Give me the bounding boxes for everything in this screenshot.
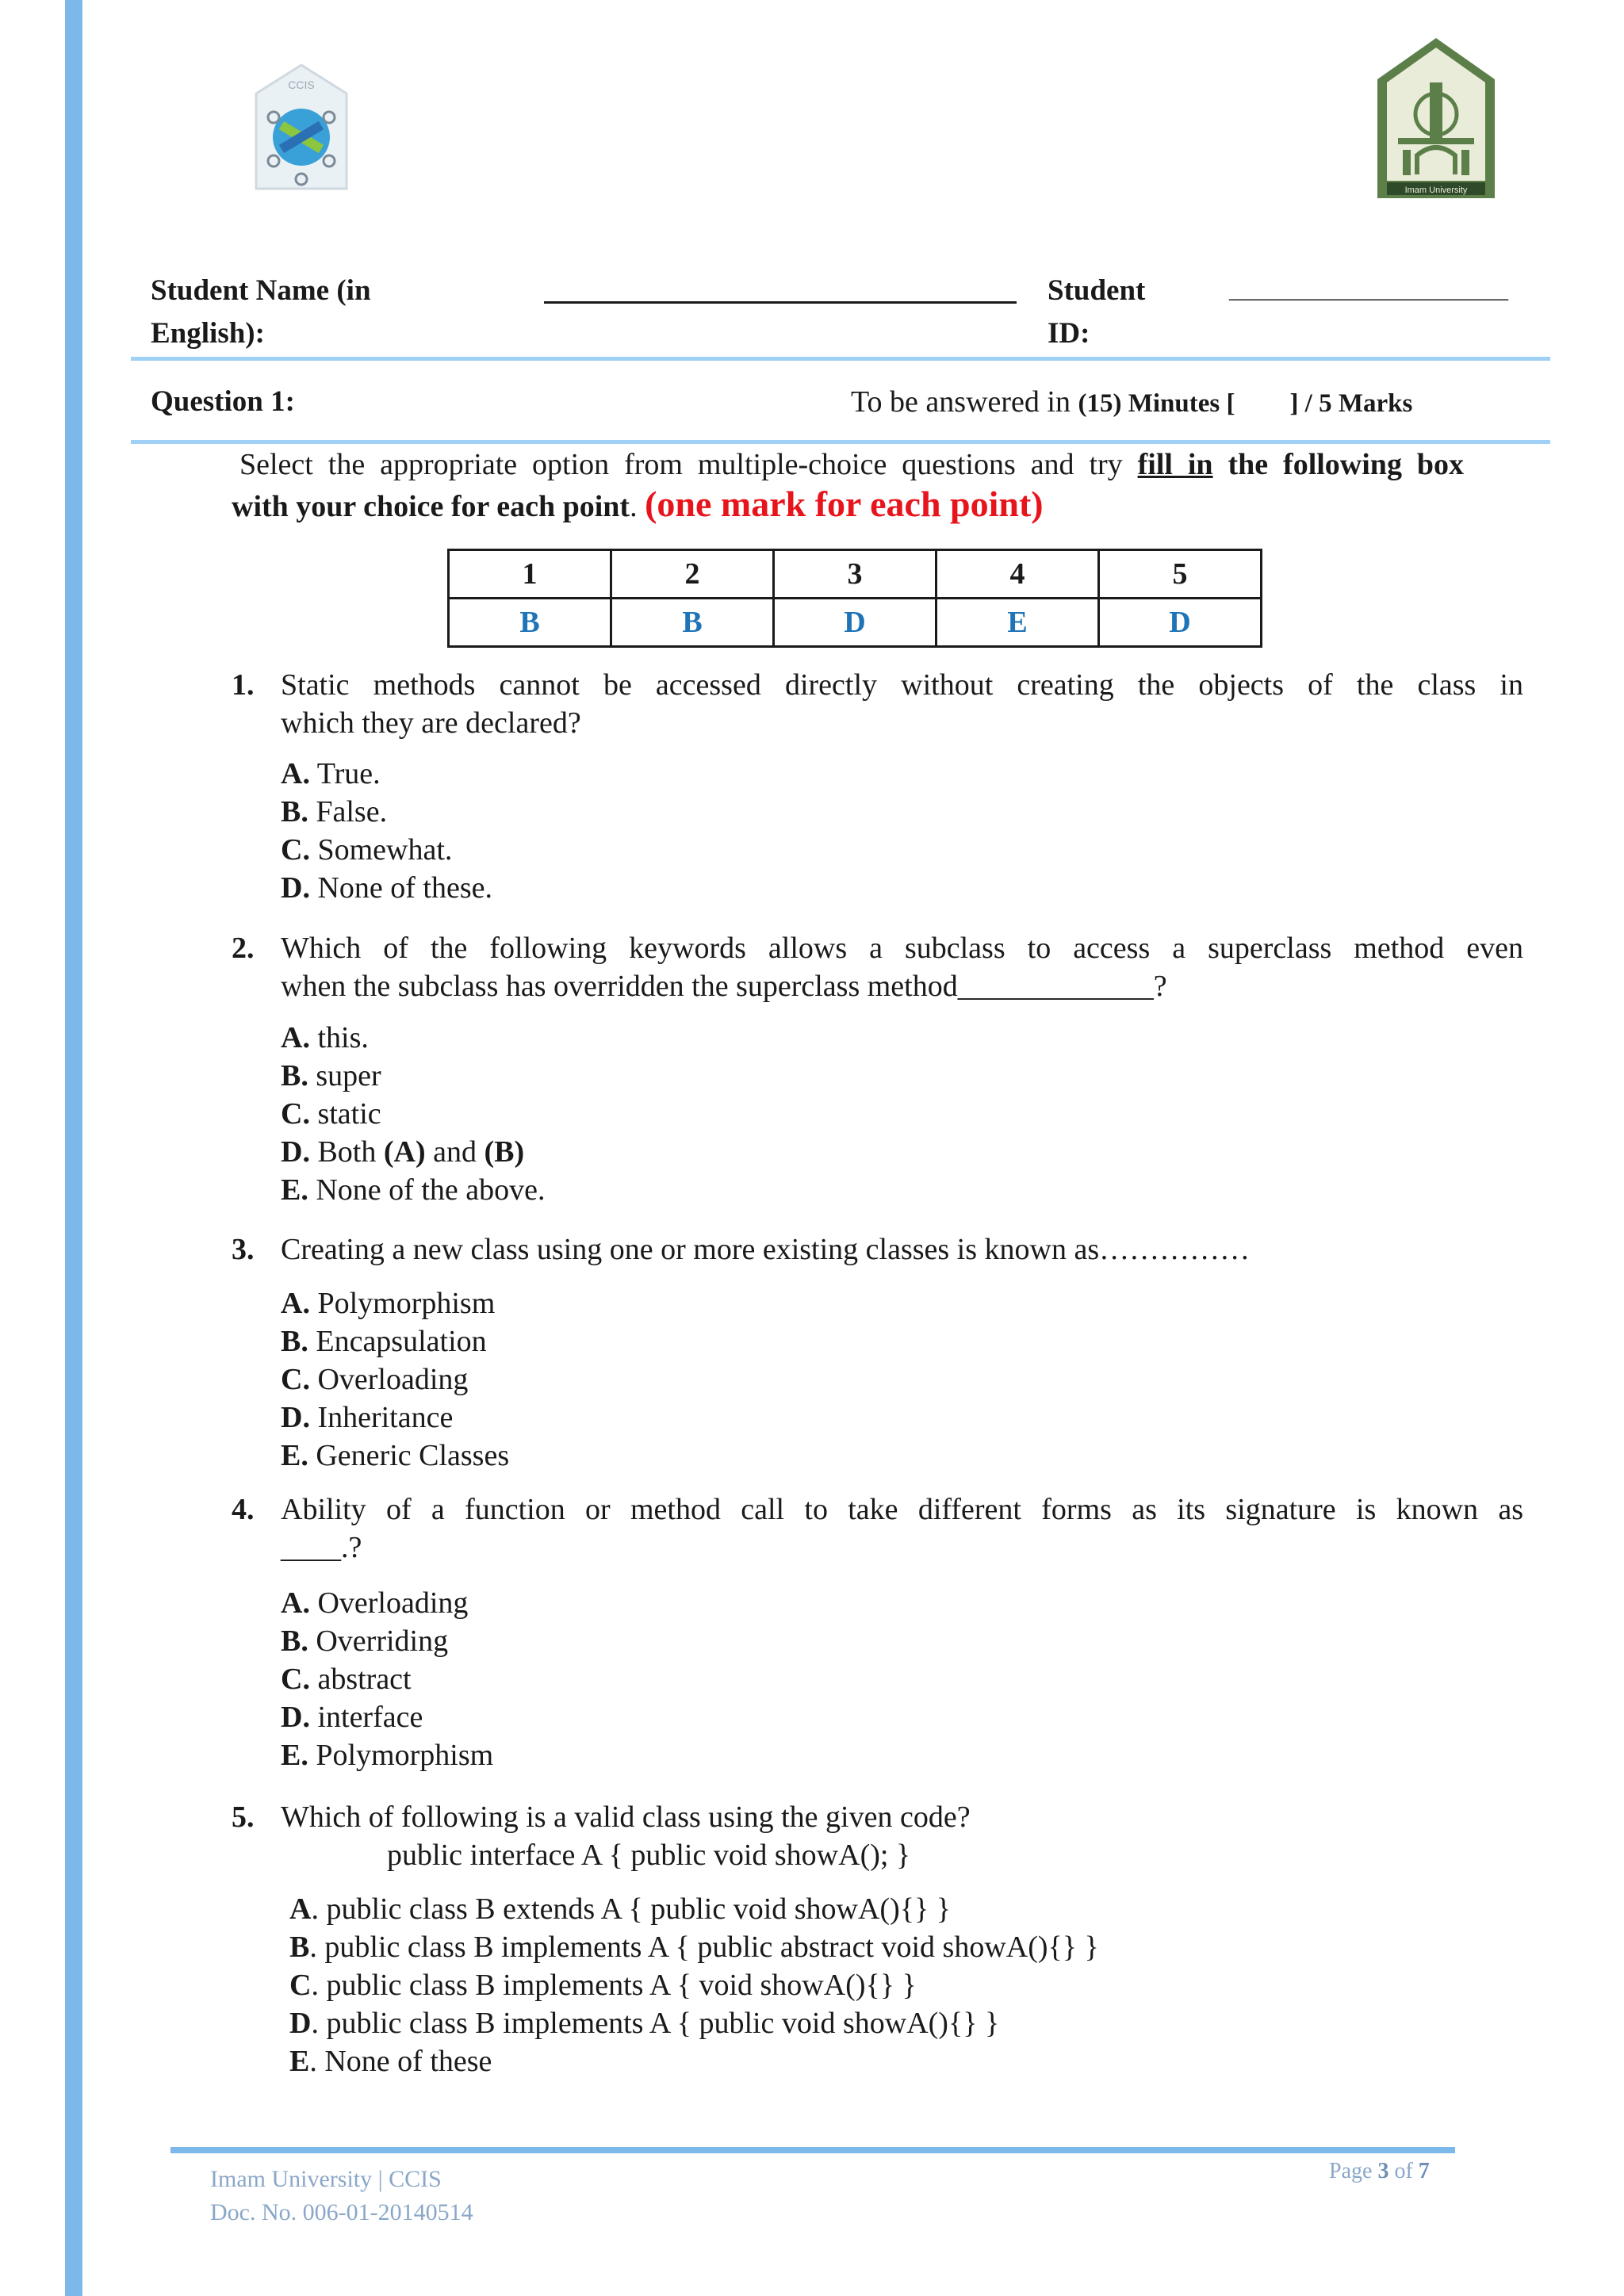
question-label: Question 1:	[151, 385, 295, 418]
question-2-line2: when the subclass has overridden the superclass method_____________?	[281, 970, 1167, 1003]
ccis-logo	[250, 62, 353, 193]
instructions-line2-dot: .	[630, 490, 638, 523]
q2-option-c-text: static	[317, 1097, 381, 1131]
q1-option-d-text: None of these.	[317, 871, 492, 905]
q2-option-c-letter: C.	[281, 1097, 310, 1131]
q5-option-d-letter: D	[289, 2007, 312, 2040]
question-4-stem	[232, 1490, 1624, 1529]
q2-option-b-text: super	[316, 1059, 381, 1093]
answer-header-1: 1	[449, 550, 611, 599]
answer-header-2: 2	[611, 550, 774, 599]
marks-total: ] / 5 Marks	[1289, 389, 1413, 418]
page-current: 3	[1377, 2159, 1389, 2183]
page-prefix: Page	[1329, 2159, 1373, 2183]
q3-option-c-text: Overloading	[317, 1363, 469, 1396]
answer-header-5: 5	[1099, 550, 1262, 599]
question-4-line2: ____.?	[281, 1531, 362, 1564]
q5-option-c[interactable]	[289, 1966, 1099, 2004]
instructions-line2-start: with your choice for each point	[232, 490, 630, 523]
q5-option-b-letter: B	[289, 1931, 310, 1964]
instructions-line2	[232, 485, 1044, 526]
answer-table-answer-row	[449, 599, 1262, 647]
q5-option-a[interactable]	[289, 1890, 1099, 1928]
question-4-options	[281, 1584, 493, 1774]
q4-option-c-letter: C.	[281, 1663, 310, 1696]
q4-option-c-text: abstract	[317, 1663, 412, 1696]
q4-option-e[interactable]	[281, 1736, 493, 1774]
question-3-options	[281, 1284, 509, 1475]
footer-doc-number: Doc. No. 006-01-20140514	[210, 2199, 473, 2225]
q5-option-e[interactable]	[289, 2042, 1099, 2080]
student-id-label-line1: Student	[1048, 274, 1146, 307]
q3-option-e-text: Generic Classes	[316, 1439, 510, 1472]
header-rule-1	[131, 357, 1550, 361]
q2-option-d-text: Both	[317, 1135, 377, 1169]
student-name-blank[interactable]	[544, 301, 1017, 304]
q4-option-c[interactable]	[281, 1660, 493, 1698]
q3-option-c[interactable]	[281, 1360, 509, 1399]
q5-option-d[interactable]	[289, 2004, 1099, 2042]
time-value: (15) Minutes [	[1078, 389, 1235, 418]
question-1-line2: which they are declared?	[281, 706, 581, 740]
q5-option-a-letter: A	[289, 1892, 312, 1926]
question-1-number: 1.	[232, 668, 255, 702]
q2-option-e-letter: E.	[281, 1173, 308, 1207]
q5-option-e-letter: E	[289, 2045, 310, 2078]
page-total: 7	[1418, 2159, 1430, 2183]
q2-option-d[interactable]	[281, 1133, 545, 1171]
question-1-stem	[232, 666, 1624, 704]
q4-option-e-letter: E.	[281, 1739, 308, 1772]
question-5-line1: Which of following is a valid class using the given code?	[281, 1800, 971, 1834]
answer-header-3: 3	[774, 550, 936, 599]
q5-option-c-text: . public class B implements A { void showA(){} }	[311, 1969, 917, 2002]
question-5-code: public interface A { public void showA(); }	[387, 1839, 911, 1872]
question-2-number: 2.	[232, 932, 255, 965]
student-id-label-line2: ID:	[1048, 317, 1090, 350]
q4-option-b-text: Overriding	[316, 1624, 449, 1658]
footer-rule	[170, 2147, 1455, 2153]
question-4-number: 4.	[232, 1493, 255, 1526]
q3-option-c-letter: C.	[281, 1363, 310, 1396]
answer-cell-2[interactable]: B	[611, 599, 774, 647]
university-logo	[1374, 35, 1498, 201]
q4-option-b[interactable]	[281, 1622, 493, 1660]
q5-option-e-text: . None of these	[309, 2045, 492, 2078]
q5-option-c-letter: C	[289, 1969, 312, 2002]
question-1-options	[281, 755, 492, 907]
q5-option-b-text: . public class B implements A { public abstract void showA(){} }	[309, 1931, 1099, 1964]
q3-option-a-letter: A.	[281, 1287, 310, 1320]
instructions-line1-start: Select the appropriate option from multiple-choice questions and try	[239, 448, 1123, 481]
q2-option-e-text: None of the above.	[316, 1173, 546, 1207]
question-1	[232, 666, 1624, 742]
q3-option-e[interactable]	[281, 1437, 509, 1475]
q2-option-a-letter: A.	[281, 1021, 310, 1054]
q3-option-d-letter: D.	[281, 1401, 310, 1434]
student-name-label-line1: Student Name (in	[151, 274, 371, 307]
question-2-stem	[232, 929, 1624, 967]
question-4	[232, 1490, 1624, 1567]
q1-option-d-letter: D.	[281, 871, 310, 905]
q1-option-a-text: True.	[316, 757, 381, 790]
q1-option-b-text: False.	[316, 795, 388, 828]
question-3-stem	[232, 1230, 1624, 1269]
q1-option-b[interactable]	[281, 793, 492, 831]
answer-cell-4[interactable]: E	[936, 599, 1099, 647]
question-2-options	[281, 1019, 545, 1209]
q2-option-d-bold-a: (A)	[383, 1135, 426, 1169]
instructions-line1-end: the following box	[1228, 448, 1464, 481]
answer-header-4: 4	[936, 550, 1099, 599]
header-rule-2	[131, 440, 1550, 444]
q2-option-d-bold-b: (B)	[484, 1135, 525, 1169]
q3-option-e-letter: E.	[281, 1439, 308, 1472]
q2-option-d-letter: D.	[281, 1135, 310, 1169]
q3-option-a[interactable]	[281, 1284, 509, 1322]
q2-option-b-letter: B.	[281, 1059, 308, 1093]
q5-option-b[interactable]	[289, 1928, 1099, 1966]
q2-option-c[interactable]	[281, 1095, 545, 1133]
question-5	[232, 1798, 1624, 1874]
instructions-fill-in: fill in	[1137, 448, 1213, 481]
answer-cell-1[interactable]: B	[449, 599, 611, 647]
answer-cell-5[interactable]: D	[1099, 599, 1262, 647]
question-3-number: 3.	[232, 1233, 255, 1266]
q4-option-d[interactable]	[281, 1698, 493, 1736]
question-3	[232, 1230, 1624, 1269]
q1-option-c-text: Somewhat.	[317, 833, 453, 867]
q4-option-a[interactable]	[281, 1584, 493, 1622]
question-4-line1: Ability of a function or method call to take different forms as its signature is known as	[281, 1493, 1523, 1526]
q1-option-a[interactable]	[281, 755, 492, 793]
page-number	[1329, 2155, 1430, 2188]
q3-option-a-text: Polymorphism	[317, 1287, 496, 1320]
q4-option-b-letter: B.	[281, 1624, 308, 1658]
footer-left	[210, 2163, 473, 2229]
ccis-logo-text: CCIS	[288, 78, 315, 91]
q2-option-e[interactable]	[281, 1171, 545, 1209]
student-name-label	[151, 270, 371, 355]
q3-option-d-text: Inheritance	[317, 1401, 454, 1434]
q5-option-a-text: . public class B extends A { public void showA(){} }	[311, 1892, 951, 1926]
question-2	[232, 929, 1624, 1005]
q1-option-a-letter: A.	[281, 757, 310, 790]
left-accent-bar	[65, 0, 82, 2296]
q5-option-d-text: . public class B implements A { public void showA(){} }	[311, 2007, 1000, 2040]
question-3-line1: Creating a new class using one or more existing classes is known as……………	[281, 1233, 1251, 1266]
q1-option-c-letter: C.	[281, 833, 310, 867]
q3-option-b[interactable]	[281, 1322, 509, 1360]
question-5-number: 5.	[232, 1800, 255, 1834]
student-name-label-line2: English):	[151, 317, 265, 350]
question-5-stem	[232, 1798, 1624, 1836]
q4-option-d-letter: D.	[281, 1701, 310, 1734]
q4-option-d-text: interface	[317, 1701, 423, 1734]
q3-option-b-letter: B.	[281, 1325, 308, 1358]
instructions	[239, 446, 1464, 484]
q3-option-b-text: Encapsulation	[316, 1325, 487, 1358]
q4-option-e-text: Polymorphism	[316, 1739, 494, 1772]
q2-option-b[interactable]	[281, 1057, 545, 1095]
answer-table	[447, 549, 1262, 648]
q2-option-a[interactable]	[281, 1019, 545, 1057]
page-of: of	[1394, 2159, 1413, 2183]
q3-option-d[interactable]	[281, 1399, 509, 1437]
q2-option-d-and: and	[433, 1135, 477, 1169]
q2-option-a-text: this.	[317, 1021, 369, 1054]
q1-option-b-letter: B.	[281, 795, 308, 828]
answer-table-header-row	[449, 550, 1262, 599]
q4-option-a-letter: A.	[281, 1586, 310, 1620]
q1-option-c[interactable]	[281, 831, 492, 869]
time-info	[851, 381, 1412, 425]
time-prefix: To be answered in	[851, 385, 1071, 419]
question-5-options	[289, 1890, 1099, 2080]
question-2-line1: Which of the following keywords allows a subclass to access a superclass method even	[281, 932, 1523, 965]
q1-option-d[interactable]	[281, 869, 492, 907]
student-id-label	[1048, 270, 1145, 355]
footer-university: Imam University | CCIS	[210, 2166, 442, 2192]
student-id-blank[interactable]: ______________________	[1229, 274, 1508, 303]
one-mark-note: (one mark for each point)	[645, 484, 1044, 524]
answer-cell-3[interactable]: D	[774, 599, 936, 647]
q4-option-a-text: Overloading	[317, 1586, 469, 1620]
university-logo-text: Imam University	[1404, 186, 1468, 195]
question-1-line1: Static methods cannot be accessed directly without creating the objects of the class in	[281, 668, 1523, 702]
instructions-line1	[239, 446, 1464, 484]
